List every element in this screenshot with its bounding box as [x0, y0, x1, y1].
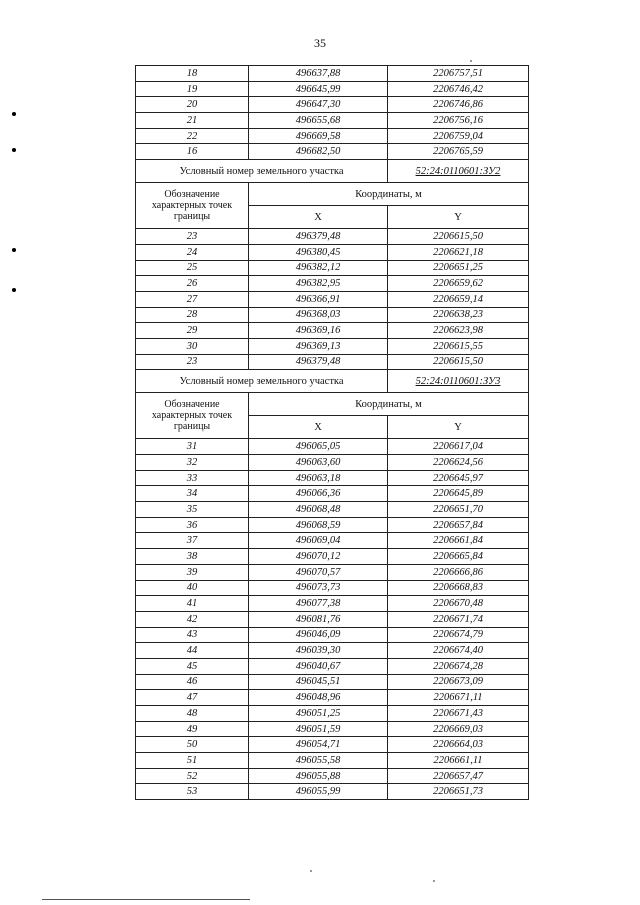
parcel-code: 52:24:0110601:ЗУ2	[415, 165, 501, 177]
x-coordinate-cell: 496054,71	[249, 737, 388, 753]
x-coordinate-cell: 496645,99	[249, 81, 388, 97]
table-row	[136, 244, 529, 260]
x-coordinate-cell: 496369,16	[249, 323, 388, 339]
y-coordinate-cell: 2206659,14	[388, 291, 529, 307]
table-row	[136, 706, 529, 722]
y-coordinate-cell: 2206759,04	[388, 128, 529, 144]
y-coordinate-cell: 2206757,51	[388, 66, 529, 82]
scan-speck	[470, 60, 472, 62]
y-coordinate-cell: 2206661,84	[388, 533, 529, 549]
point-number-cell: 44	[136, 643, 249, 659]
y-coordinate-cell: 2206664,03	[388, 737, 529, 753]
table-row	[136, 753, 529, 769]
coordinates-header: Координаты, м	[249, 183, 529, 206]
x-coordinate-cell: 496368,03	[249, 307, 388, 323]
x-coordinate-cell: 496369,13	[249, 338, 388, 354]
point-number-cell: 23	[136, 354, 249, 370]
y-coordinate-cell: 2206645,97	[388, 470, 529, 486]
y-coordinate-cell: 2206671,74	[388, 611, 529, 627]
point-number-cell: 31	[136, 439, 249, 455]
point-number-cell: 29	[136, 323, 249, 339]
x-coordinate-cell: 496068,48	[249, 502, 388, 518]
x-coordinate-cell: 496055,99	[249, 784, 388, 800]
table-row	[136, 737, 529, 753]
y-coordinate-cell: 2206671,43	[388, 706, 529, 722]
coordinates-header: Координаты, м	[249, 393, 529, 416]
point-number-cell: 48	[136, 706, 249, 722]
table-row	[136, 455, 529, 471]
table-row	[136, 229, 529, 245]
point-number-cell: 51	[136, 753, 249, 769]
point-number-cell: 18	[136, 66, 249, 82]
table-row	[136, 517, 529, 533]
x-coordinate-cell: 496051,25	[249, 706, 388, 722]
x-coordinate-cell: 496380,45	[249, 244, 388, 260]
table-row	[136, 611, 529, 627]
table-header-row	[136, 183, 529, 206]
y-coordinate-cell: 2206615,50	[388, 354, 529, 370]
table-row	[136, 323, 529, 339]
y-coordinate-cell: 2206651,73	[388, 784, 529, 800]
table-row	[136, 66, 529, 82]
y-coordinate-cell: 2206615,55	[388, 338, 529, 354]
table-row	[136, 564, 529, 580]
point-number-cell: 42	[136, 611, 249, 627]
x-coordinate-cell: 496070,57	[249, 564, 388, 580]
x-coordinate-cell: 496073,73	[249, 580, 388, 596]
y-coordinate-cell: 2206651,25	[388, 260, 529, 276]
y-coordinate-cell: 2206666,86	[388, 564, 529, 580]
x-coordinate-cell: 496647,30	[249, 97, 388, 113]
x-coordinate-cell: 496046,09	[249, 627, 388, 643]
table-row	[136, 307, 529, 323]
y-coordinate-cell: 2206659,62	[388, 276, 529, 292]
parcel-number-cell	[388, 160, 529, 183]
y-coordinate-cell: 2206669,03	[388, 721, 529, 737]
point-number-cell: 27	[136, 291, 249, 307]
point-number-cell: 25	[136, 260, 249, 276]
coordinates-table-body	[136, 66, 529, 800]
y-coordinate-cell: 2206668,83	[388, 580, 529, 596]
table-row	[136, 768, 529, 784]
y-coordinate-cell: 2206673,09	[388, 674, 529, 690]
table-row	[136, 439, 529, 455]
scan-speck	[310, 870, 312, 872]
scan-speck	[433, 880, 435, 882]
table-row	[136, 784, 529, 800]
point-number-cell: 53	[136, 784, 249, 800]
table-row	[136, 291, 529, 307]
y-coordinate-cell: 2206661,11	[388, 753, 529, 769]
x-coordinate-cell: 496655,68	[249, 113, 388, 129]
x-coordinate-cell: 496382,12	[249, 260, 388, 276]
x-coordinate-cell: 496382,95	[249, 276, 388, 292]
table-row	[136, 627, 529, 643]
point-number-cell: 45	[136, 658, 249, 674]
x-coordinate-cell: 496070,12	[249, 549, 388, 565]
point-number-cell: 39	[136, 564, 249, 580]
x-coordinate-cell: 496637,88	[249, 66, 388, 82]
table-row	[136, 502, 529, 518]
y-coordinate-cell: 2206746,86	[388, 97, 529, 113]
point-number-cell: 32	[136, 455, 249, 471]
x-coordinate-cell: 496045,51	[249, 674, 388, 690]
table-row	[136, 580, 529, 596]
table-row	[136, 596, 529, 612]
point-number-cell: 30	[136, 338, 249, 354]
table-row	[136, 260, 529, 276]
point-number-cell: 50	[136, 737, 249, 753]
parcel-number-cell	[388, 370, 529, 393]
point-designation-header: Обозначение характерных точек границы	[136, 393, 249, 439]
point-designation-header: Обозначение характерных точек границы	[136, 183, 249, 229]
y-coordinate-cell: 2206657,47	[388, 768, 529, 784]
x-column-header: X	[249, 206, 388, 229]
point-number-cell: 21	[136, 113, 249, 129]
x-coordinate-cell: 496379,48	[249, 229, 388, 245]
page-number: 35	[314, 36, 326, 50]
table-row	[136, 643, 529, 659]
point-number-cell: 34	[136, 486, 249, 502]
y-coordinate-cell: 2206651,70	[388, 502, 529, 518]
scan-artifact-line	[42, 899, 250, 900]
y-coordinate-cell: 2206645,89	[388, 486, 529, 502]
point-number-cell: 28	[136, 307, 249, 323]
table-row	[136, 113, 529, 129]
table-row	[136, 81, 529, 97]
table-row	[136, 533, 529, 549]
table-row	[136, 690, 529, 706]
table-row	[136, 486, 529, 502]
y-coordinate-cell: 2206674,40	[388, 643, 529, 659]
point-number-cell: 23	[136, 229, 249, 245]
y-column-header: Y	[388, 416, 529, 439]
x-coordinate-cell: 496048,96	[249, 690, 388, 706]
table-row	[136, 721, 529, 737]
x-coordinate-cell: 496068,59	[249, 517, 388, 533]
margin-dot	[12, 148, 16, 152]
x-coordinate-cell: 496040,67	[249, 658, 388, 674]
x-coordinate-cell: 496039,30	[249, 643, 388, 659]
point-number-cell: 26	[136, 276, 249, 292]
y-coordinate-cell: 2206657,84	[388, 517, 529, 533]
y-coordinate-cell: 2206671,11	[388, 690, 529, 706]
table-row	[136, 354, 529, 370]
x-column-header: X	[249, 416, 388, 439]
table-row	[136, 128, 529, 144]
x-coordinate-cell: 496066,36	[249, 486, 388, 502]
table-row	[136, 144, 529, 160]
table-row	[136, 338, 529, 354]
parcel-number-row	[136, 160, 529, 183]
y-coordinate-cell: 2206617,04	[388, 439, 529, 455]
y-coordinate-cell: 2206638,23	[388, 307, 529, 323]
point-number-cell: 35	[136, 502, 249, 518]
point-number-cell: 37	[136, 533, 249, 549]
point-number-cell: 16	[136, 144, 249, 160]
x-coordinate-cell: 496077,38	[249, 596, 388, 612]
x-coordinate-cell: 496055,58	[249, 753, 388, 769]
point-number-cell: 19	[136, 81, 249, 97]
x-coordinate-cell: 496069,04	[249, 533, 388, 549]
x-coordinate-cell: 496366,91	[249, 291, 388, 307]
parcel-number-label: Условный номер земельного участка	[136, 370, 388, 393]
point-number-cell: 38	[136, 549, 249, 565]
y-coordinate-cell: 2206623,98	[388, 323, 529, 339]
point-number-cell: 46	[136, 674, 249, 690]
coordinates-table	[135, 65, 529, 800]
margin-dot	[12, 112, 16, 116]
parcel-code: 52:24:0110601:ЗУ3	[415, 375, 501, 387]
y-coordinate-cell: 2206674,28	[388, 658, 529, 674]
parcel-number-row	[136, 370, 529, 393]
point-number-cell: 20	[136, 97, 249, 113]
x-coordinate-cell: 496081,76	[249, 611, 388, 627]
x-coordinate-cell: 496063,18	[249, 470, 388, 486]
x-coordinate-cell: 496682,50	[249, 144, 388, 160]
y-coordinate-cell: 2206665,84	[388, 549, 529, 565]
y-coordinate-cell: 2206670,48	[388, 596, 529, 612]
table-row	[136, 549, 529, 565]
point-number-cell: 22	[136, 128, 249, 144]
y-coordinate-cell: 2206674,79	[388, 627, 529, 643]
point-number-cell: 33	[136, 470, 249, 486]
point-number-cell: 49	[136, 721, 249, 737]
y-coordinate-cell: 2206746,42	[388, 81, 529, 97]
table-header-row	[136, 393, 529, 416]
table-row	[136, 658, 529, 674]
y-coordinate-cell: 2206615,50	[388, 229, 529, 245]
x-coordinate-cell: 496055,88	[249, 768, 388, 784]
x-coordinate-cell: 496379,48	[249, 354, 388, 370]
point-number-cell: 40	[136, 580, 249, 596]
point-number-cell: 52	[136, 768, 249, 784]
point-number-cell: 47	[136, 690, 249, 706]
x-coordinate-cell: 496669,58	[249, 128, 388, 144]
x-coordinate-cell: 496063,60	[249, 455, 388, 471]
point-number-cell: 36	[136, 517, 249, 533]
y-coordinate-cell: 2206756,16	[388, 113, 529, 129]
y-coordinate-cell: 2206765,59	[388, 144, 529, 160]
y-column-header: Y	[388, 206, 529, 229]
x-coordinate-cell: 496051,59	[249, 721, 388, 737]
table-row	[136, 97, 529, 113]
point-number-cell: 24	[136, 244, 249, 260]
parcel-number-label: Условный номер земельного участка	[136, 160, 388, 183]
margin-dot	[12, 248, 16, 252]
x-coordinate-cell: 496065,05	[249, 439, 388, 455]
table-row	[136, 470, 529, 486]
point-number-cell: 41	[136, 596, 249, 612]
margin-dot	[12, 288, 16, 292]
table-row	[136, 674, 529, 690]
y-coordinate-cell: 2206621,18	[388, 244, 529, 260]
point-number-cell: 43	[136, 627, 249, 643]
table-row	[136, 276, 529, 292]
y-coordinate-cell: 2206624,56	[388, 455, 529, 471]
